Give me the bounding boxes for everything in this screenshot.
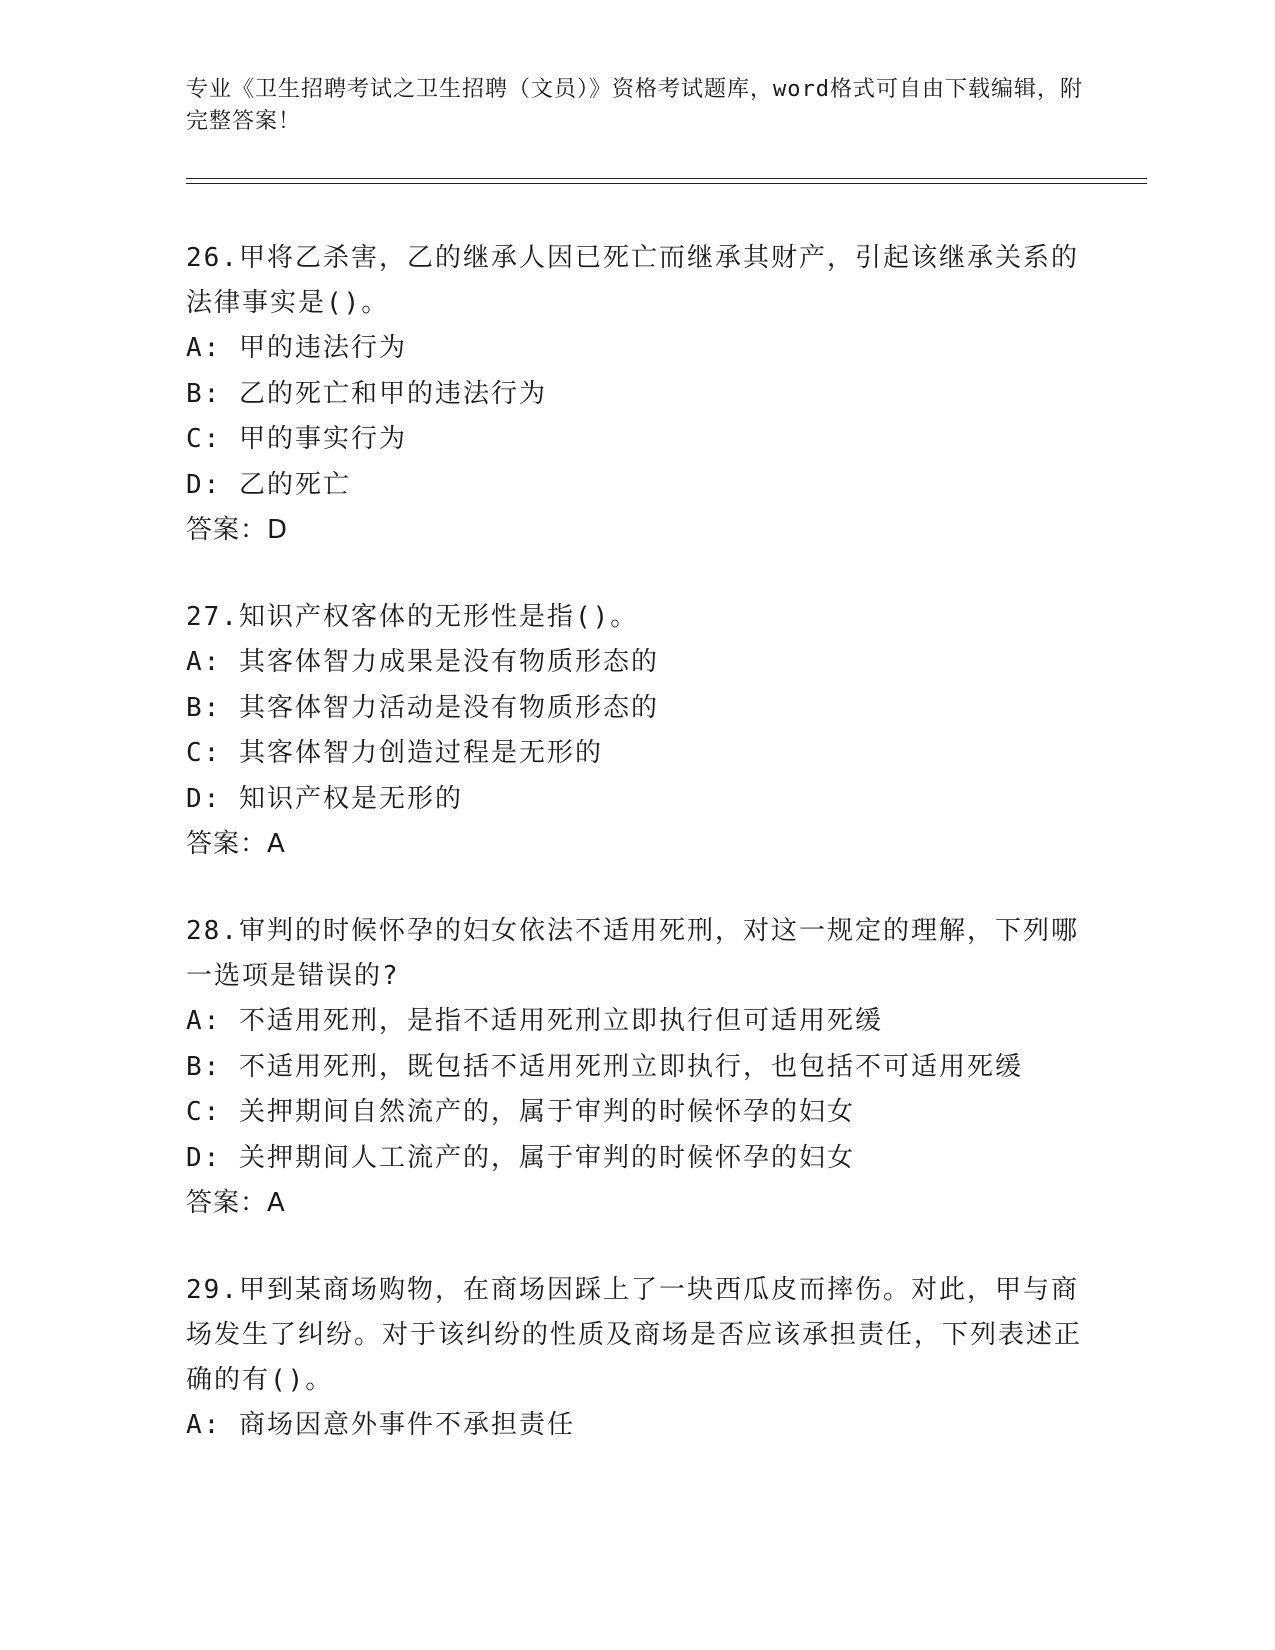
- question-option: D: 知识产权是无形的: [186, 783, 463, 814]
- question-option: C: 关押期间自然流产的，属于审判的时候怀孕的妇女: [186, 1097, 855, 1127]
- question-option: B: 其客体智力活动是没有物质形态的: [186, 692, 659, 723]
- question-stem: 29.甲到某商场购物，在商场因踩上了一块西瓜皮而摔伤。对此，甲与商场发生了纠纷。对于该纠纷的性质及商场是否应该承担责任，下列表述正确的有()。: [186, 1275, 1083, 1395]
- question-answer: 答案：A: [186, 1188, 286, 1218]
- question-stem: 28.审判的时候怀孕的妇女依法不适用死刑，对这一规定的理解，下列哪一选项是错误的?: [186, 916, 1079, 991]
- question-option: C: 其客体智力创造过程是无形的: [186, 738, 603, 768]
- question-option: B: 不适用死刑，既包括不适用死刑立即执行，也包括不可适用死缓: [186, 1051, 1023, 1082]
- question-option: B: 乙的死亡和甲的违法行为: [186, 378, 547, 409]
- document-header: 专业《卫生招聘考试之卫生招聘（文员）》资格考试题库，word格式可自由下载编辑，附完整答案！: [186, 77, 1083, 134]
- question-option: A: 其客体智力成果是没有物质形态的: [186, 647, 659, 677]
- question-list: [186, 236, 1086, 1491]
- question-option: D: 乙的死亡: [186, 469, 351, 500]
- question-stem: 27.知识产权客体的无形性是指()。: [186, 602, 639, 632]
- question-block: [186, 595, 1086, 867]
- header-divider-top: [186, 178, 1147, 179]
- question-option: A: 甲的违法行为: [186, 333, 407, 363]
- question-option: A: 不适用死刑，是指不适用死刑立即执行但可适用死缓: [186, 1006, 883, 1036]
- header-divider-bottom: [186, 183, 1147, 184]
- question-answer: 答案：D: [186, 515, 289, 545]
- question-option: D: 关押期间人工流产的，属于审判的时候怀孕的妇女: [186, 1142, 855, 1173]
- question-block: [186, 236, 1086, 553]
- question-block: [186, 1268, 1086, 1449]
- question-answer: 答案：A: [186, 829, 286, 859]
- question-stem: 26.甲将乙杀害，乙的继承人因已死亡而继承其财产，引起该继承关系的法律事实是()。: [186, 243, 1079, 318]
- question-option: A: 商场因意外事件不承担责任: [186, 1410, 575, 1440]
- question-option: C: 甲的事实行为: [186, 424, 407, 454]
- question-block: [186, 909, 1086, 1226]
